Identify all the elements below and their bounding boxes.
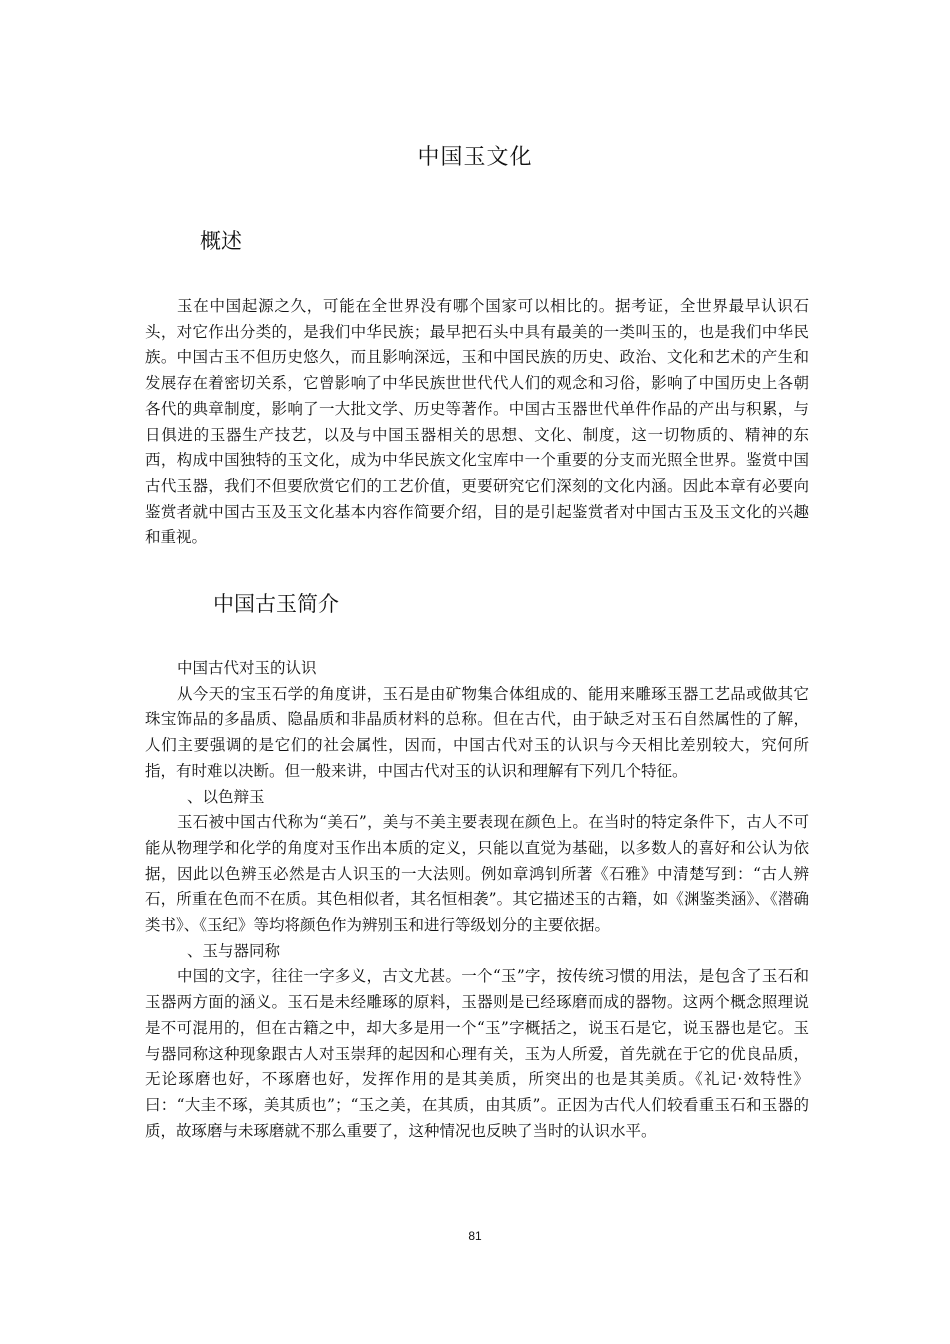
- section-heading-intro: 中国古玉简介: [213, 592, 339, 616]
- item-heading-color: 、以色辩玉: [187, 787, 265, 806]
- page-number: 81: [468, 1229, 482, 1243]
- intro-paragraph: 从今天的宝玉石学的角度讲，玉石是由矿物集合体组成的、能用来雕琢玉器工艺品或做其它珠宝饰品的多晶质、隐晶质和非晶质材料的总称。但在古代，由于缺乏对玉石自然属性的了解，人们主要强调的是它们的社会属性，因而，中国古代对玉的认识与今天相比差别较大，究何所指，有时难以决断。但一般来讲，中国古代对玉的认识和理解有下列几个特征。: [145, 684, 809, 780]
- overview-paragraph: 玉在中国起源之久，可能在全世界没有哪个国家可以相比的。据考证，全世界最早认识石头，对它作出分类的，是我们中华民族；最早把石头中具有最美的一类叫玉的，也是我们中华民族。中国古玉不但历史悠久，而且影响深远，玉和中国民族的历史、政治、文化和艺术的产生和发展存在着密切关系，它曾影响了中华民族世世代代人们的观念和习俗，影响了中国历史上各朝各代的典章制度，影响了一大批文学、历史等著作。中国古玉器世代单件作品的产出与积累，与日俱进的玉器生产技艺，以及与中国玉器相关的思想、文化、制度，这一切物质的、精神的东西，构成中国独特的玉文化，成为中华民族文化宝库中一个重要的分支而光照全世界。鉴赏中国古代玉器，我们不但要欣赏它们的工艺价值，更要研究它们深刻的文化内涵。因此本章有必要向鉴赏者就中国古玉及玉文化基本内容作简要介绍，目的是引起鉴赏者对中国古玉及玉文化的兴趣和重视。: [145, 297, 809, 547]
- page-title: 中国玉文化: [417, 145, 533, 170]
- section-heading-overview: 概述: [200, 229, 242, 253]
- item-paragraph-color: 玉石被中国古代称为“美石”，美与不美主要表现在颜色上。在当时的特定条件下，古人不可能从物理学和化学的角度对玉作出本质的定义，只能以直觉为基础，以多数人的喜好和公认为依据，因此以色辨玉必然是古人识玉的一大法则。例如章鸿钊所著《石雅》中清楚写到：“古人辨石，所重在色而不在质。其色相似者，其名恒相袭”。其它描述玉的古籍，如《渊鉴类涵》、《潜确类书》、《玉纪》等均将颜色作为辨别玉和进行等级划分的主要依据。: [145, 813, 809, 935]
- intro-body: [145, 656, 809, 1144]
- item-paragraph-jade-vessel: 中国的文字，往往一字多义，古文尤甚。一个“玉”字，按传统习惯的用法，是包含了玉石和玉器两方面的涵义。玉石是未经雕琢的原料，玉器则是已经琢磨而成的器物。这两个概念照理说是不可混用的，但在古籍之中，却大多是用一个“玉”字概括之，说玉石是它，说玉器也是它。玉与器同称这种现象跟古人对玉崇拜的起因和心理有关，玉为人所爱，首先就在于它的优良品质，无论琢磨也好，不琢磨也好，发挥作用的是其美质，所突出的也是其美质。《礼记·效特性》曰：“大圭不琢，美其质也”；“玉之美，在其质，由其质”。正因为古代人们较看重玉石和玉器的质，故琢磨与未琢磨就不那么重要了，这种情况也反映了当时的认识水平。: [145, 967, 809, 1140]
- subheading-ancient-understanding: 中国古代对玉的认识: [177, 659, 317, 677]
- item-heading-jade-vessel: 、玉与器同称: [187, 941, 281, 960]
- overview-body: [145, 294, 809, 551]
